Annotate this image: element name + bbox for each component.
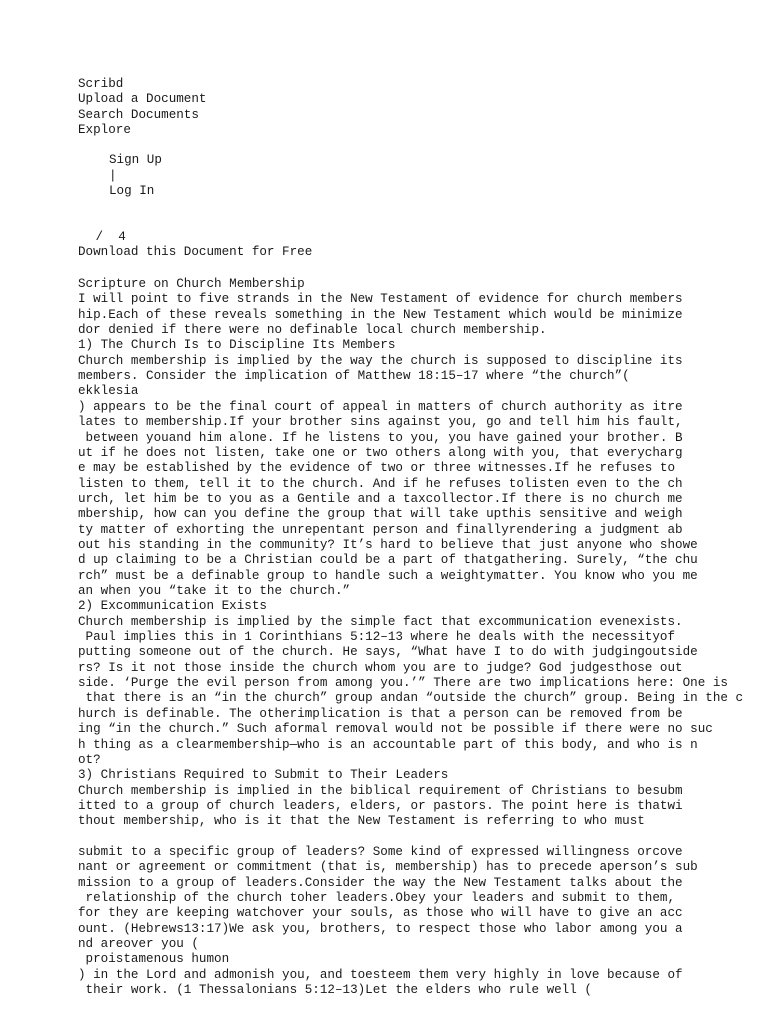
document-line: Church membership is implied by the way the church is supposed to discipline its (78, 353, 683, 368)
document-line: nant or agreement or commitment (that is, membership) has to precede aperson’s sub (78, 860, 698, 875)
document-line: rs? Is it not those inside the church whom you are to judge? God judgesthose out (78, 660, 683, 675)
document-line: h thing as a clearmembership—who is an accountable part of this body, and who is n (78, 737, 698, 752)
document-line: lates to membership.If your brother sins against you, go and tell him his fault, (78, 415, 683, 430)
document-line: hip.Each of these reveals something in the New Testament which would be minimize (78, 307, 683, 322)
explore-link[interactable]: Explore (78, 123, 131, 137)
document-line: ) appears to be the final court of appeal in matters of church authority as itre (78, 399, 683, 414)
document-line: ekklesia (78, 384, 139, 399)
document-line: submit to a specific group of leaders? Some kind of expressed willingness orcove (78, 844, 683, 859)
document-line: for they are keeping watchover your souls, as those who will have to give an acc (78, 906, 683, 921)
document-line: Church membership is implied by the simple fact that excommunication evenexists. (78, 614, 683, 629)
document-line: ) in the Lord and admonish you, and toesteem them very highly in love because of (78, 967, 683, 982)
document-line: ing “in the church.” Such aformal removal would not be possible if there were no suc (78, 722, 713, 737)
document-line: ot? (78, 752, 101, 767)
document-line: relationship of the church toher leaders.Obey your leaders and submit to them, (78, 891, 676, 905)
document-line: d up claiming to be a Christian could be a part of thatgathering. Surely, “the chu (78, 553, 698, 568)
document-line: dor denied if there were no definable local church membership. (78, 323, 547, 338)
sign-up-link[interactable]: Sign Up (109, 153, 162, 167)
document-line: 3) Christians Required to Submit to Their Leaders (78, 768, 449, 783)
document-line: rch” must be a definable group to handle such a weightymatter. You know who you me (78, 568, 698, 583)
document-line: listen to them, tell it to the church. And if he refuses tolisten even to the ch (78, 476, 683, 491)
document-line: mission to a group of leaders.Consider the way the New Testament talks about the (78, 875, 683, 890)
document-line: Paul implies this in 1 Corinthians 5:12–13 where he deals with the necessityof (78, 630, 676, 645)
document-line: between youand him alone. If he listens to you, you have gained your brother. B (78, 430, 683, 445)
upload-document-link[interactable]: Upload a Document (78, 92, 207, 106)
document-line: out his standing in the community? It’s hard to believe that just anyone who showe (78, 537, 698, 552)
document-line: putting someone out of the church. He says, “What have I to do with judgingoutside (78, 645, 698, 660)
document-line: e may be established by the evidence of two or three witnesses.If he refuses to (78, 461, 676, 476)
document-line: 1) The Church Is to Discipline Its Members (78, 338, 396, 353)
document-line: that there is an “in the church” group andan “outside the church” group. Being in the c (78, 691, 744, 706)
document-line: nd areover you ( (78, 937, 199, 952)
document-line: ount. (Hebrews13:17)We ask you, brothers, to respect those who labor among you a (78, 921, 683, 936)
document-line: Scripture on Church Membership (78, 277, 305, 291)
scribd-logo-link[interactable]: Scribd (78, 77, 124, 91)
document-line: I will point to five strands in the New Testament of evidence for church members (78, 292, 683, 307)
document-line: members. Consider the implication of Matthew 18:15–17 where “the church”( (78, 369, 630, 384)
search-documents-link[interactable]: Search Documents (78, 108, 199, 122)
document-line: thout membership, who is it that the New Testament is referring to who must (78, 814, 645, 829)
document-line: proistamenous humon (78, 952, 230, 967)
document-line: mbership, how can you define the group that will take upthis sensitive and weigh (78, 507, 683, 522)
document-line: side. ‘Purge the evil person from among you.’” There are two implications here: One is (78, 676, 728, 691)
document-line: urch, let him be to you as a Gentile and a taxcollector.If there is no church me (78, 491, 683, 506)
document-line: 2) Excommunication Exists (78, 599, 267, 614)
document-line: an when you “take it to the church.” (78, 584, 351, 598)
auth-separator: | (109, 169, 117, 183)
page-counter: / 4 (88, 230, 126, 244)
document-line: ty matter of exhorting the unrepentant person and finallyrendering a judgment ab (78, 522, 683, 537)
document-line: itted to a group of church leaders, elders, or pastors. The point here is thatwi (78, 798, 683, 813)
document-line: their work. (1 Thessalonians 5:12–13)Let the elders who rule well ( (78, 983, 592, 998)
document-line: Church membership is implied in the biblical requirement of Christians to besubm (78, 783, 683, 798)
download-free-link[interactable]: Download this Document for Free (78, 245, 313, 259)
document-line: hurch is definable. The otherimplication is that a person can be removed from be (78, 706, 683, 721)
document-line: ut if he does not listen, take one or two others along with you, that everycharg (78, 445, 683, 460)
log-in-link[interactable]: Log In (109, 184, 155, 198)
